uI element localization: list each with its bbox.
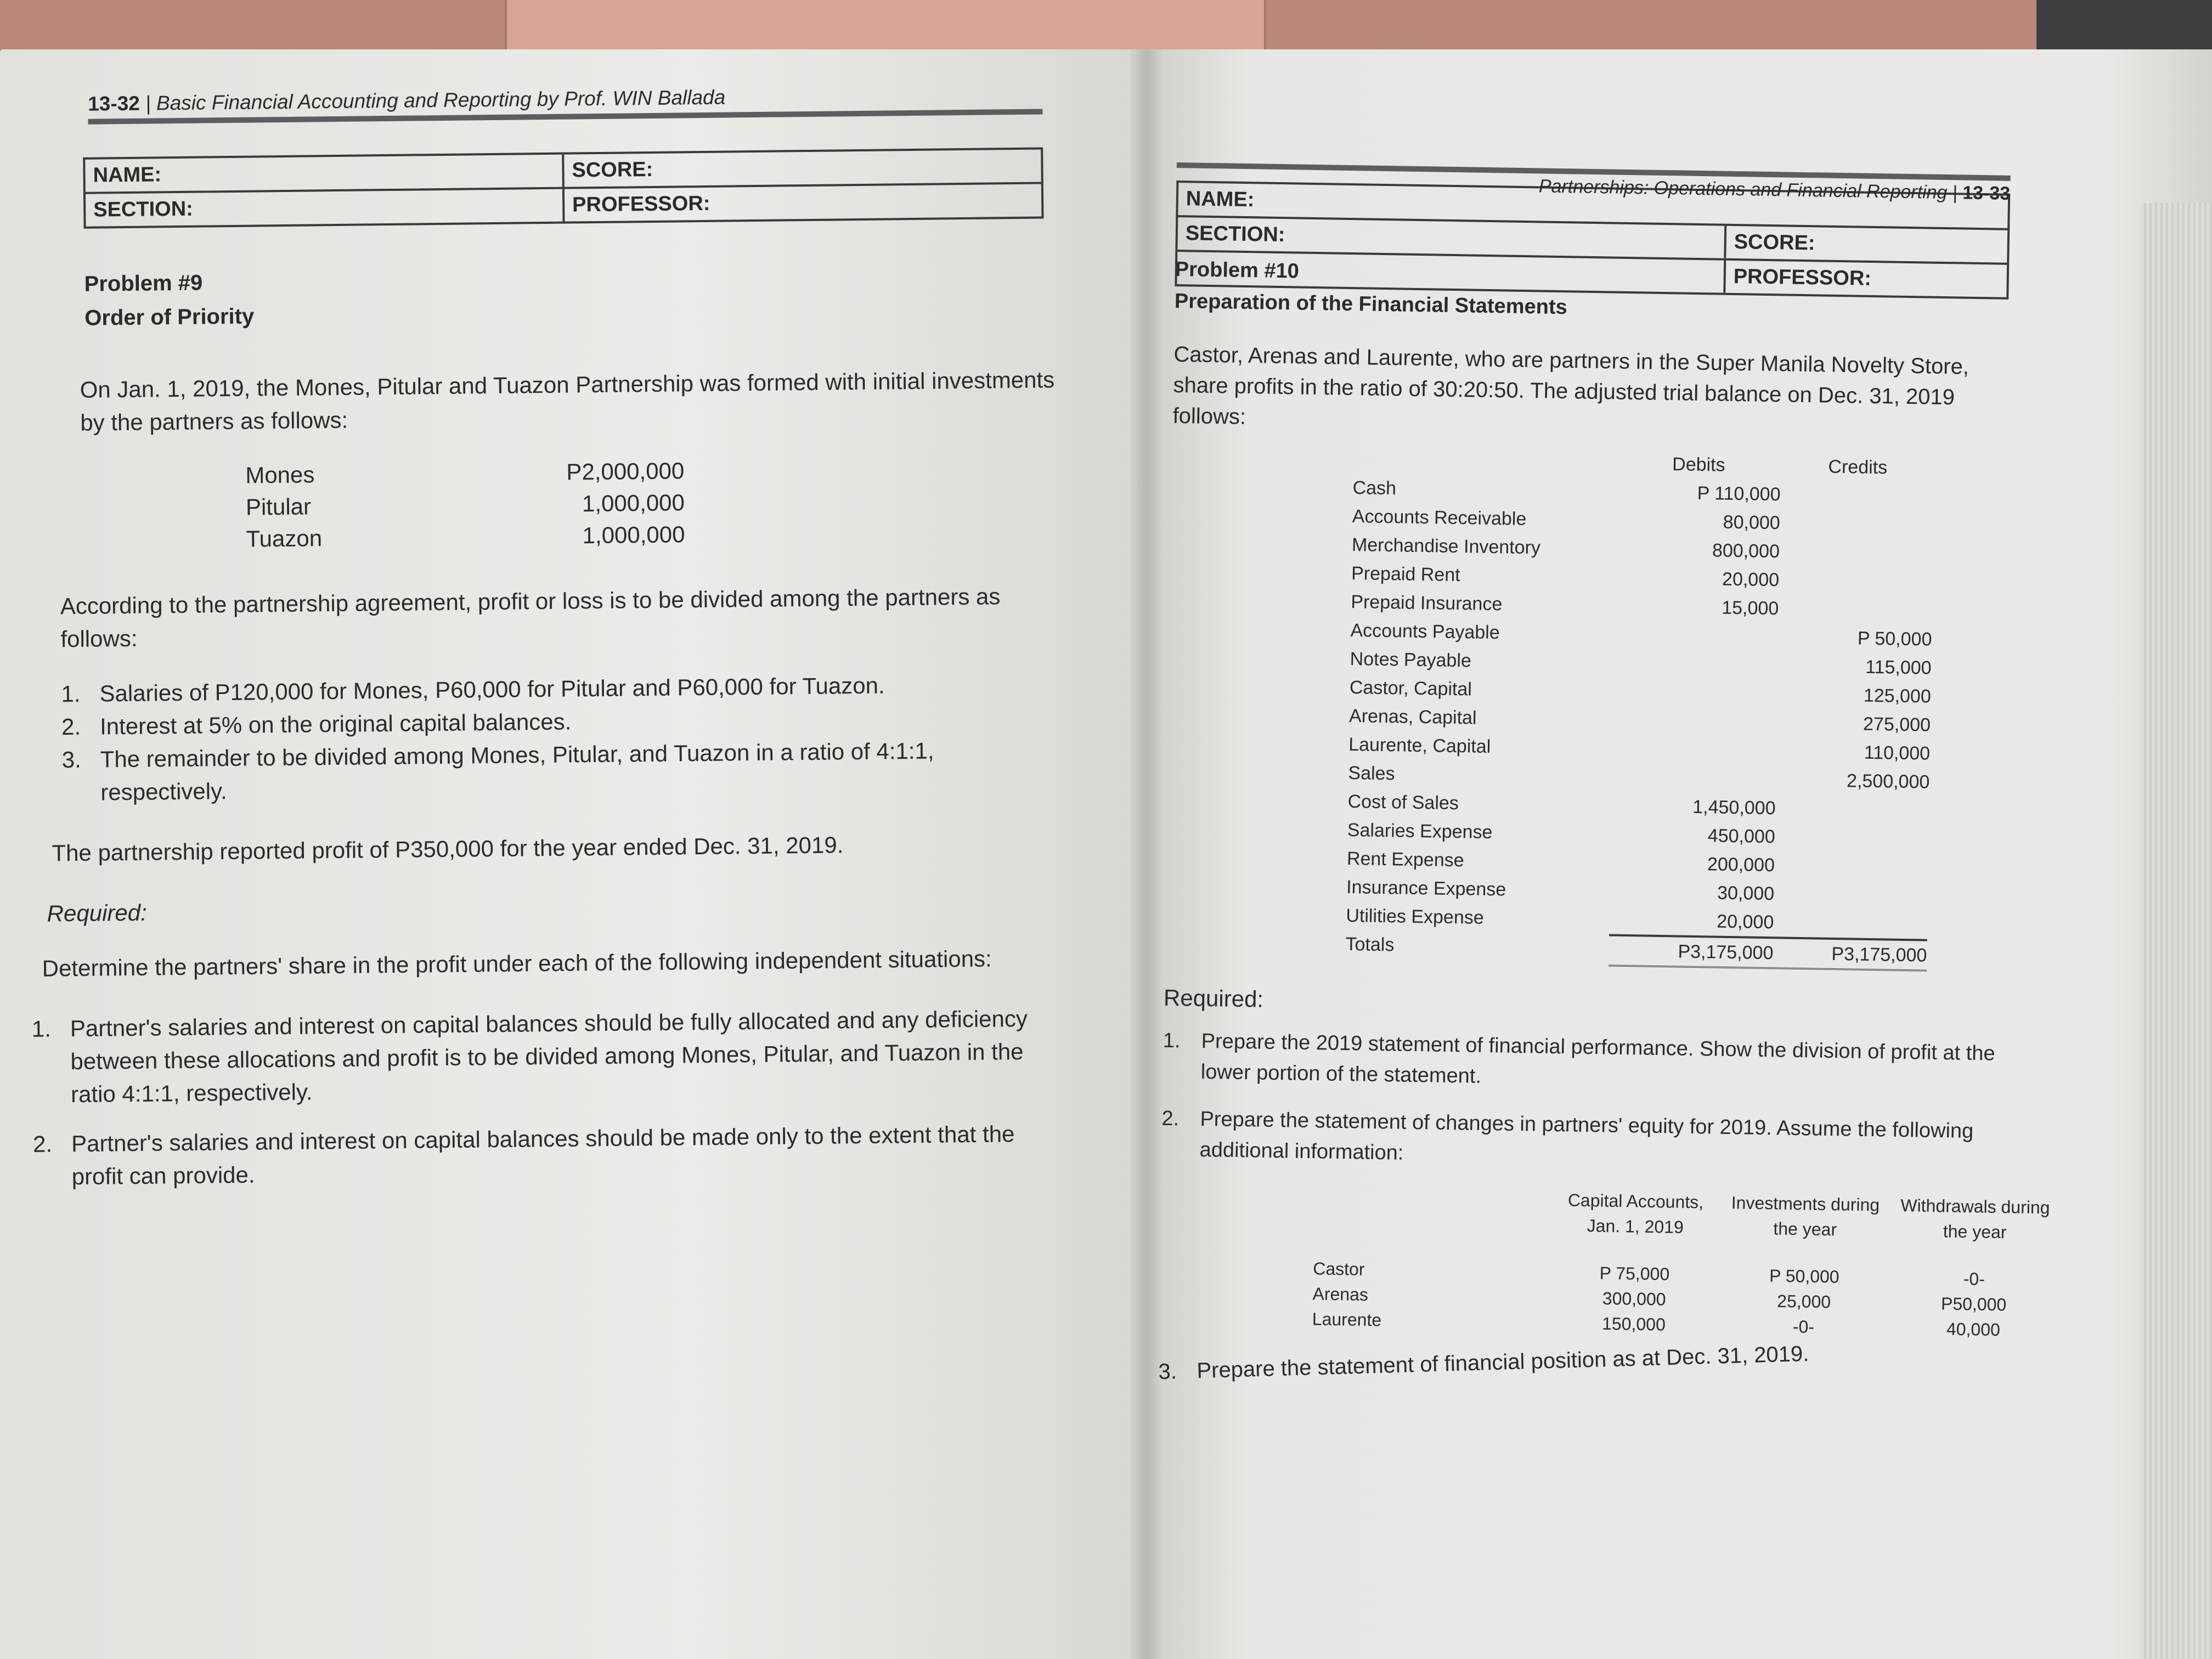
list-text: Partner's salaries and interest on capital balances should be made only to the extent that the profit can provide. [71,1121,1015,1190]
totals-label: Totals [1345,934,1395,956]
investments-header: Investments during the year [1731,1193,1880,1240]
problem-title: Order of Priority [84,304,255,330]
trial-balance-table [1164,442,2072,974]
partner-name: Arenas [1312,1284,1369,1305]
debit-amount [1613,620,1779,652]
debit-amount: 200,000 [1707,854,1775,876]
withdrawal-amount: P50,000 [1940,1294,2007,1315]
situations-list [32,1002,1037,1194]
left-header-title: Basic Financial Accounting and Reporting by Prof. WIN Ballada [156,86,726,115]
problem-number: Problem #9 [84,270,203,296]
profit-terms-list [61,668,1017,809]
list-text: Prepare the statement of changes in partners' equity for 2019. Assume the following additional information: [1199,1107,1974,1165]
list-item [1161,1103,2040,1178]
partner-amount: 1,000,000 [582,521,685,549]
partner-amount: 1,000,000 [582,489,685,517]
partner-name: Mones [245,461,315,488]
requirements-list [1161,1025,2041,1178]
professor-field[interactable]: PROFESSOR: [562,184,1042,222]
account-name: Merchandise Inventory [1351,534,1541,558]
debit-amount [1612,735,1777,766]
capital-amount: P 75,000 [1599,1263,1670,1284]
left-page-number: 13-32 [87,92,140,115]
list-text: Salaries of P120,000 for Mones, P60,000 for Pitular and P60,000 for Tuazon. [99,672,885,707]
debit-amount: 20,000 [1722,568,1780,591]
section-field[interactable]: SECTION: [93,197,194,222]
list-item [33,1118,1037,1194]
credit-amount [1779,537,1933,568]
list-item [1162,1025,2041,1101]
debit-amount: 800,000 [1712,540,1780,562]
credit-amount: 275,000 [1863,713,1931,736]
account-name: Accounts Receivable [1352,506,1527,530]
credit-amount [1775,851,1929,882]
account-name: Castor, Capital [1349,677,1472,700]
debit-amount: 80,000 [1723,511,1781,534]
student-info-box [83,148,1043,229]
score-field[interactable]: SCORE: [562,150,1041,187]
problem-heading [84,257,1056,335]
debit-amount [1613,649,1778,680]
book-gutter [1130,49,1163,1659]
debit-amount [1612,678,1778,709]
debit-amount: 30,000 [1717,882,1775,905]
credit-amount: 2,500,000 [1846,770,1930,793]
investment-amount: P 50,000 [1769,1266,1839,1287]
profit-statement: The partnership reported profit of P350,000 for the year ended Dec. 31, 2019. [52,832,844,866]
required-label: Required: [47,899,148,927]
account-name: Prepaid Insurance [1351,591,1503,615]
total-debits: P3,175,000 [1609,934,1774,969]
list-number: 3. [61,746,82,773]
right-page-content [1158,159,2076,1401]
capital-header: Capital Accounts, Jan. 1, 2019 [1567,1190,1704,1237]
credit-amount: 125,000 [1863,685,1932,707]
professor-field[interactable]: PROFESSOR: [1723,261,2007,297]
credit-amount: 115,000 [1865,656,1932,679]
partner-name: Castor [1312,1259,1365,1279]
problem-number: Problem #10 [1175,257,1300,283]
capital-amount: 150,000 [1601,1313,1666,1335]
credits-header: Credits [1828,456,1888,478]
right-header-title: Partnerships: Operations and Financial Reporting [1538,176,1948,204]
header-separator: | [145,92,151,115]
credit-amount [1779,594,1933,625]
account-name: Cost of Sales [1347,791,1459,814]
left-page-content [22,82,1065,1194]
name-header [1160,1181,1551,1238]
debit-amount: 15,000 [1721,597,1779,619]
list-number: 2. [1161,1107,1180,1131]
investments-table [26,451,1058,557]
debit-amount [1611,763,1776,794]
credit-amount [1779,566,1933,596]
partner-name: Tuazon [246,525,323,552]
account-name: Utilities Expense [1346,905,1484,928]
credit-amount: P 50,000 [1857,628,1932,650]
withdrawal-amount: -0- [1963,1268,1985,1289]
partner-name: Laurente [1312,1309,1382,1330]
list-number: 3. [1158,1359,1177,1384]
list-number: 1. [31,1015,52,1042]
account-name: Notes Payable [1350,648,1472,672]
account-name: Insurance Expense [1346,877,1506,900]
debit-amount: 450,000 [1707,825,1776,848]
book-page-edges [2141,203,2212,1659]
credit-amount [1780,480,1934,511]
account-name: Laurente, Capital [1348,734,1491,758]
header-separator: | [1952,182,1958,204]
credit-amount [1775,822,1929,853]
partner-name: Pitular [245,493,312,520]
problem-intro: On Jan. 1, 2019, the Mones, Pitular and Tuazon Partnership was formed with initial investments by the partners as follows: [80,366,1055,436]
list-text: The remainder to be divided among Mones, Pitular, and Tuazon in a ratio of 4:1:1, respectively. [100,737,934,805]
list-number: 2. [32,1131,53,1157]
withdrawals-header: Withdrawals during the year [1900,1195,2050,1242]
total-credits: P3,175,000 [1773,936,1927,971]
list-text: Prepare the statement of financial position as at Dec. 31, 2019. [1196,1341,1809,1383]
partner-amount: P2,000,000 [566,458,685,485]
list-item [61,733,1017,809]
name-field[interactable]: NAME: [1186,187,1255,212]
debit-amount: 20,000 [1716,911,1774,933]
credit-amount [1775,794,1929,825]
debits-header: Debits [1672,454,1725,476]
account-name: Arenas, Capital [1348,706,1477,729]
score-field[interactable]: SCORE: [1724,226,2007,263]
credit-amount [1780,509,1934,539]
list-number: 1. [1163,1029,1181,1053]
account-name: Sales [1348,763,1395,785]
problem-title: Preparation of the Financial Statements [1174,289,1568,319]
debit-amount: P 110,000 [1697,482,1781,505]
list-text: Prepare the 2019 statement of financial performance. Show the division of profit at the lower portion of the statement. [1200,1029,1995,1088]
account-name: Prepaid Rent [1351,563,1460,586]
list-item [1158,1331,2058,1387]
agreement-text: According to the partnership agreement, profit or loss is to be divided among the partners as follows: [60,583,1001,652]
debit-amount: 1,450,000 [1692,796,1776,819]
investment-amount: 25,000 [1776,1291,1831,1312]
right-page-number: 13-33 [1962,182,2011,204]
required-label: Required: [1163,984,1264,1012]
account-name: Salaries Expense [1347,820,1493,843]
credit-amount [1774,879,1928,910]
list-text: Partner's salaries and interest on capital balances should be fully allocated and any deficiency between these allocations and profit is to be divided among Mones, Pitular, and Tuazon in the ratio 4:1:1, respectively. [70,1005,1028,1108]
capital-accounts-table [1158,1181,2060,1344]
credit-amount [1774,908,1928,939]
investment-amount: -0- [1792,1316,1815,1337]
list-number: 1. [61,680,81,707]
withdrawal-amount: 40,000 [1946,1319,2001,1340]
list-number: 2. [61,713,81,740]
list-item [32,1002,1037,1111]
capital-amount: 300,000 [1602,1288,1666,1310]
account-name: Cash [1352,477,1397,499]
problem-intro: Castor, Arenas and Laurente, who are partners in the Super Manila Novelty Store, share profits in the ratio of 30:20:50. The adjusted trial balance on Dec. 31, 2019 follows: [1172,342,1970,430]
student-info-box [1175,180,2010,300]
credit-amount: 110,000 [1864,742,1931,764]
debit-amount [1612,706,1778,737]
required-text: Determine the partners' share in the profit under each of the following independent situations: [42,945,992,981]
name-field[interactable]: NAME: [93,163,162,187]
account-name: Accounts Payable [1350,620,1500,644]
list-text: Interest at 5% on the original capital balances. [99,708,572,740]
section-field[interactable]: SECTION: [1185,222,1285,247]
account-name: Rent Expense [1346,848,1464,871]
